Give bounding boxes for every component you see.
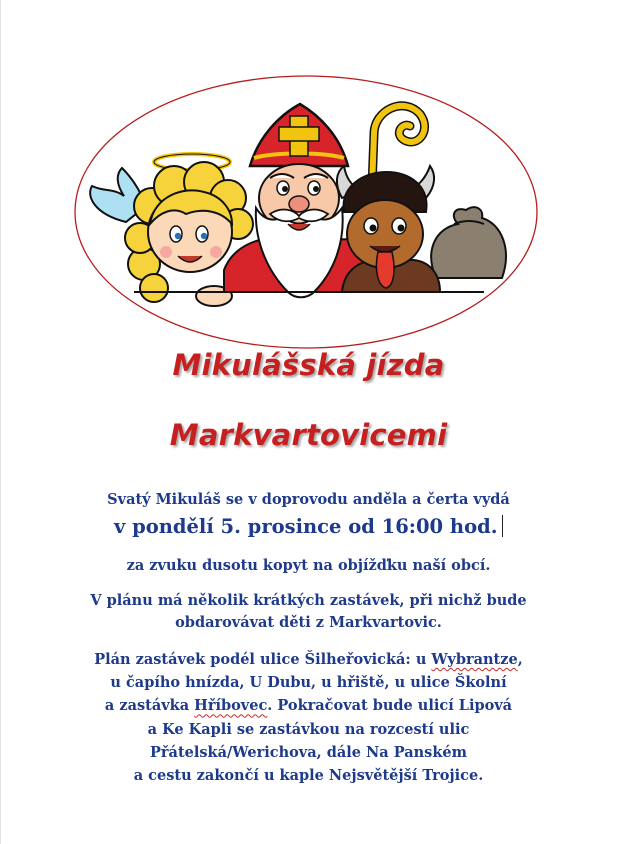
- paragraph-stops: [0, 590, 617, 634]
- paragraph-text: ,: [517, 651, 523, 668]
- paragraph-line: [0, 648, 617, 671]
- spellcheck-word: Hříbovec: [194, 697, 268, 715]
- paragraph-line: a Ke Kapli se zastávkou na rozcestí ulic: [147, 720, 470, 738]
- event-date: [0, 512, 617, 542]
- paragraph-stops-plan: [0, 648, 617, 787]
- sack-icon: [431, 207, 506, 278]
- paragraph-text: . Pokračovat bude ulicí Lipová: [267, 697, 513, 715]
- christmas-characters-illustration: [74, 74, 538, 350]
- paragraph-line: V plánu má několik krátkých zastávek, při nichž bude: [90, 592, 527, 609]
- spellcheck-word: Wybrantze: [431, 651, 518, 668]
- event-date-text: v pondělí 5. prosince od 16:00 hod.: [113, 515, 498, 538]
- page-title-line-2: Markvartovicemi: [169, 418, 448, 452]
- text-cursor: [502, 515, 504, 537]
- paragraph-line: obdarovávat děti z Markvartovic.: [175, 614, 442, 631]
- paragraph-line: u čapího hnízda, U Dubu, u hřiště, u ulice Školní: [110, 674, 507, 692]
- page-title-line-1: Mikulášská jízda: [172, 348, 445, 382]
- devil-tongue: [376, 252, 394, 288]
- devil-figure: [337, 166, 506, 292]
- paragraph-line: a cestu zakončí u kaple Nejsvětější Trojice.: [133, 767, 484, 785]
- paragraph-text: Plán zastávek podél ulice Šilheřovická: u: [94, 651, 432, 668]
- intro-text: Svatý Mikuláš se v doprovodu anděla a čerta vydá: [107, 491, 510, 508]
- paragraph-line: [0, 694, 617, 717]
- paragraph-route-intro: za zvuku dusotu kopyt na objížďku naší obcí.: [126, 557, 491, 574]
- paragraph-text: a zastávka: [104, 697, 195, 715]
- paragraph-line: Přátelská/Werichova, dále Na Panském: [150, 743, 467, 761]
